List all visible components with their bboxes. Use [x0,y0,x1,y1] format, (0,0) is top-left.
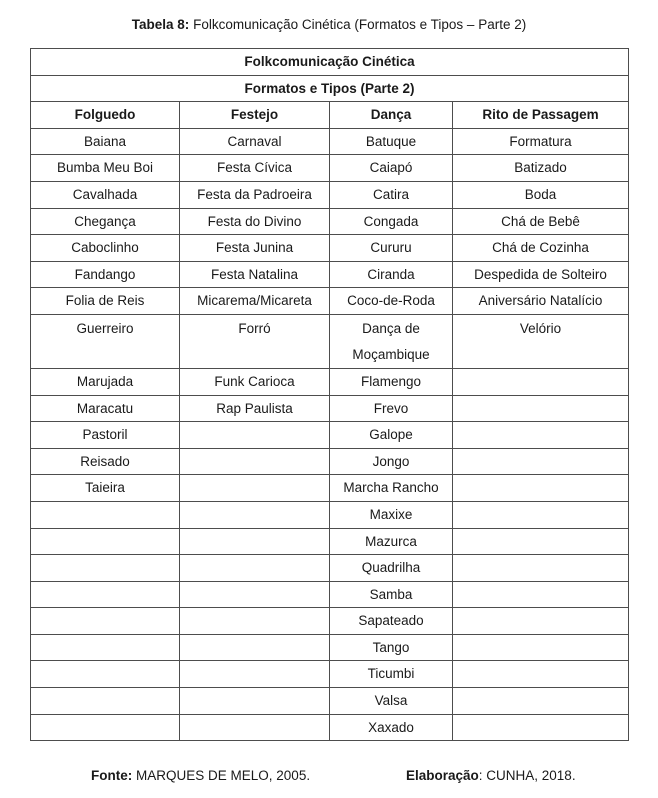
table-cell-folguedo: Pastoril [31,422,180,449]
table-cell-rito-de-passagem [453,475,629,502]
table-cell-rito-de-passagem [453,368,629,395]
table-cell-danca: Flamengo [330,368,453,395]
table-row [31,634,629,661]
table-cell-folguedo [31,714,180,741]
table-cell-rito-de-passagem: Aniversário Natalício [453,288,629,315]
folkcomunicacao-table [30,48,629,741]
table-cell-danca: Tango [330,634,453,661]
table-row [31,288,629,315]
table-cell-rito-de-passagem [453,555,629,582]
table-cell-rito-de-passagem [453,528,629,555]
table-cell-rito-de-passagem [453,634,629,661]
table-cell-folguedo: Fandango [31,261,180,288]
table-cell-folguedo [31,555,180,582]
table-cell-folguedo [31,688,180,715]
table-cell-folguedo: Cavalhada [31,181,180,208]
caption-text: Folkcomunicação Cinética (Formatos e Tipos – Parte 2) [193,17,527,32]
table-cell-folguedo [31,528,180,555]
source-note [91,767,310,785]
table-cell-folguedo: Taieira [31,475,180,502]
table-row [31,661,629,688]
table-row [31,528,629,555]
table-title-row [31,49,629,76]
table-caption [0,16,658,34]
table-row [31,422,629,449]
table-cell-festejo [180,714,330,741]
caption-label: Tabela 8: [131,17,190,32]
table-cell-folguedo [31,581,180,608]
table-cell-festejo: Forró [180,314,330,368]
table-cell-folguedo: Caboclinho [31,235,180,262]
table-cell-festejo [180,688,330,715]
table-row [31,314,629,368]
table-cell-rito-de-passagem [453,608,629,635]
table-cell-danca: Caiapó [330,155,453,182]
table-cell-folguedo: Folia de Reis [31,288,180,315]
table-cell-festejo [180,422,330,449]
table-row [31,581,629,608]
table-cell-danca: Ticumbi [330,661,453,688]
table-cell-festejo [180,475,330,502]
table-cell-folguedo: Guerreiro [31,314,180,368]
table-cell-festejo [180,661,330,688]
column-header-rito-de-passagem: Rito de Passagem [453,102,629,129]
table-row [31,208,629,235]
table-cell-festejo [180,528,330,555]
table-cell-festejo: Festa do Divino [180,208,330,235]
table-cell-rito-de-passagem [453,501,629,528]
table-cell-festejo [180,501,330,528]
table-cell-folguedo: Marujada [31,368,180,395]
table-cell-danca: Samba [330,581,453,608]
table-cell-rito-de-passagem [453,395,629,422]
table-cell-folguedo [31,634,180,661]
table-cell-rito-de-passagem [453,448,629,475]
elaboration-label: Elaboração [406,768,479,783]
table-row [31,448,629,475]
table-cell-festejo [180,608,330,635]
table-cell-rito-de-passagem: Velório [453,314,629,368]
table-row [31,475,629,502]
table-row [31,555,629,582]
table-cell-festejo: Micarema/Micareta [180,288,330,315]
table-cell-danca: Valsa [330,688,453,715]
table-row [31,261,629,288]
table-cell-folguedo [31,608,180,635]
table-header-row [31,102,629,129]
table-row [31,688,629,715]
table-cell-folguedo: Reisado [31,448,180,475]
table-cell-rito-de-passagem [453,688,629,715]
table-cell-rito-de-passagem: Chá de Bebê [453,208,629,235]
table-cell-danca: Ciranda [330,261,453,288]
table-cell-danca: Dança de Moçambique [330,314,453,368]
table-cell-danca: Sapateado [330,608,453,635]
table-cell-danca: Batuque [330,128,453,155]
elaboration-text: : CUNHA, 2018. [478,768,576,783]
table-cell-danca: Marcha Rancho [330,475,453,502]
column-header-folguedo: Folguedo [31,102,180,129]
table-cell-rito-de-passagem [453,422,629,449]
table-row [31,128,629,155]
source-text: MARQUES DE MELO, 2005. [136,768,311,783]
table-cell-danca: Galope [330,422,453,449]
table-cell-rito-de-passagem: Boda [453,181,629,208]
table-cell-folguedo [31,661,180,688]
table-row [31,368,629,395]
table-cell-danca: Xaxado [330,714,453,741]
table-cell-danca: Jongo [330,448,453,475]
table-row [31,608,629,635]
table-title: Folkcomunicação Cinética [31,49,629,76]
table-cell-folguedo: Maracatu [31,395,180,422]
table-cell-festejo [180,634,330,661]
table-cell-festejo: Carnaval [180,128,330,155]
table-cell-danca: Cururu [330,235,453,262]
table-cell-danca: Congada [330,208,453,235]
table-subtitle-row [31,75,629,102]
table-cell-festejo [180,448,330,475]
table-cell-rito-de-passagem: Formatura [453,128,629,155]
table-cell-danca: Mazurca [330,528,453,555]
table-cell-festejo [180,555,330,582]
column-header-festejo: Festejo [180,102,330,129]
table-cell-folguedo: Baiana [31,128,180,155]
table-cell-festejo: Festa Cívica [180,155,330,182]
table-cell-rito-de-passagem [453,714,629,741]
table-cell-rito-de-passagem: Chá de Cozinha [453,235,629,262]
table-cell-danca: Maxixe [330,501,453,528]
table-row [31,235,629,262]
table-cell-rito-de-passagem [453,661,629,688]
table-cell-folguedo: Bumba Meu Boi [31,155,180,182]
table-row [31,155,629,182]
table-cell-festejo: Rap Paulista [180,395,330,422]
table-cell-festejo: Funk Carioca [180,368,330,395]
elaboration-note [406,767,576,785]
table-row [31,181,629,208]
table-cell-danca: Catira [330,181,453,208]
table-cell-folguedo: Chegança [31,208,180,235]
table-cell-festejo: Festa da Padroeira [180,181,330,208]
table-row [31,714,629,741]
table-cell-rito-de-passagem [453,581,629,608]
table-row [31,395,629,422]
table-body [31,128,629,740]
table-cell-festejo: Festa Natalina [180,261,330,288]
table-cell-festejo: Festa Junina [180,235,330,262]
column-header-danca: Dança [330,102,453,129]
table-cell-danca: Frevo [330,395,453,422]
table-row [31,501,629,528]
table-cell-rito-de-passagem: Despedida de Solteiro [453,261,629,288]
table-cell-festejo [180,581,330,608]
table-cell-folguedo [31,501,180,528]
table-cell-rito-de-passagem: Batizado [453,155,629,182]
source-label: Fonte: [91,768,133,783]
table-cell-danca: Quadrilha [330,555,453,582]
table-cell-danca: Coco-de-Roda [330,288,453,315]
table-subtitle: Formatos e Tipos (Parte 2) [31,75,629,102]
